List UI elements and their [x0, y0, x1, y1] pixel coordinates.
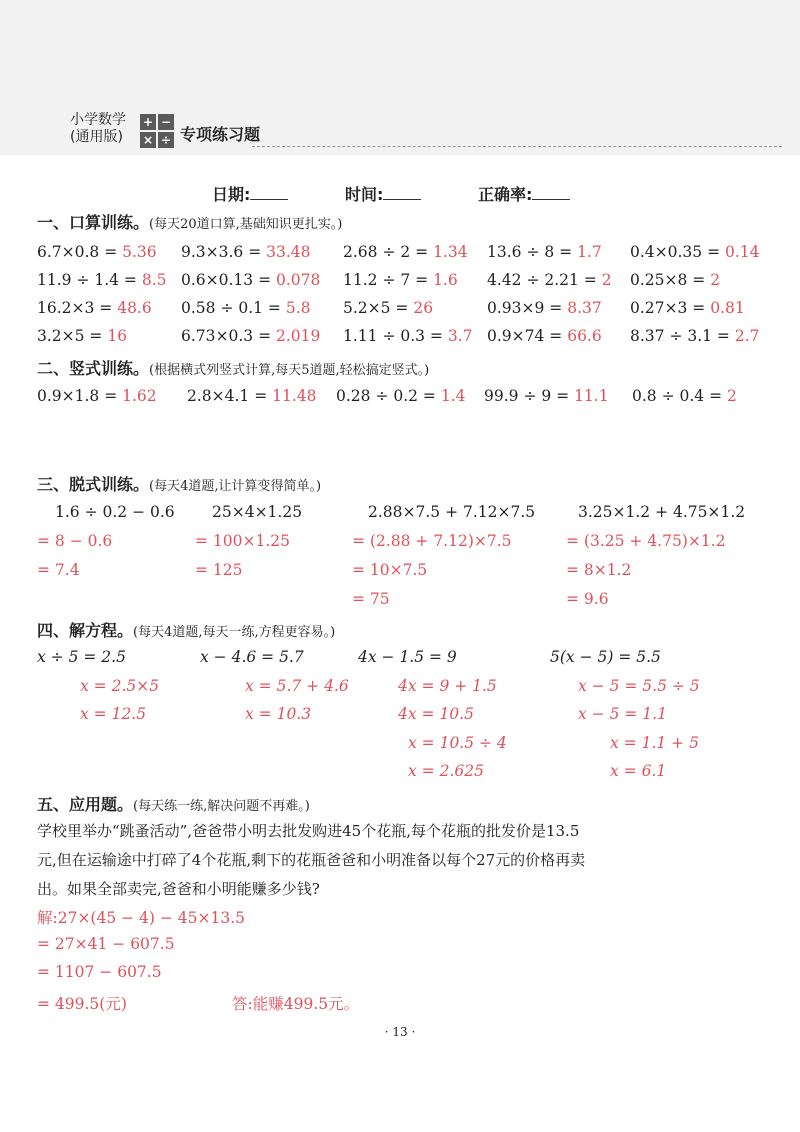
answer: 1.62	[122, 387, 157, 405]
problem-line: 元,但在运输途中打碎了4个花瓶,剩下的花瓶爸爸和小明准备以每个27元的价格再卖	[37, 851, 586, 869]
problem	[37, 243, 157, 261]
problem	[37, 327, 127, 345]
section-title: 二、竖式训练。	[37, 359, 150, 378]
equation-step-row	[0, 677, 800, 701]
answer: 1.4	[440, 387, 466, 405]
answer: 16	[107, 327, 128, 345]
solution-step: 解:27×(45 − 4) − 45×13.5	[37, 909, 246, 927]
step: x = 12.5	[80, 705, 147, 723]
plus-icon: +	[140, 114, 156, 130]
problem	[630, 243, 760, 261]
problem: 1.6 ÷ 0.2 − 0.6	[55, 503, 175, 521]
answer: 11.48	[272, 387, 317, 405]
question: 0.25×8 =	[630, 271, 711, 289]
problem	[484, 387, 609, 405]
problem	[630, 327, 760, 345]
problem: 25×4×1.25	[212, 503, 303, 521]
problem: x ÷ 5 = 2.5	[37, 648, 126, 666]
question: 0.28 ÷ 0.2 =	[336, 387, 441, 405]
step: = 125	[195, 561, 243, 579]
step: = 100×1.25	[195, 532, 290, 550]
answer: 0.14	[725, 243, 760, 261]
mental-row	[0, 271, 800, 295]
question: 5.2×5 =	[343, 299, 414, 317]
solution-step: = 27×41 − 607.5	[37, 935, 175, 953]
step: 4x = 10.5	[398, 705, 474, 723]
final-answer: 答:能赚499.5元。	[232, 995, 360, 1013]
problem	[343, 271, 458, 289]
answer: 2.019	[276, 327, 321, 345]
step: = (2.88 + 7.12)×7.5	[352, 532, 512, 550]
problem	[37, 299, 152, 317]
section-note: (每天练一练,解决问题不再难。)	[133, 799, 310, 814]
brand-line2: (通用版)	[70, 129, 123, 145]
time-label: 时间:	[345, 185, 384, 204]
mental-row	[0, 327, 800, 351]
question: 2.8×4.1 =	[187, 387, 273, 405]
problem	[487, 327, 602, 345]
question: 0.8 ÷ 0.4 =	[632, 387, 727, 405]
question: 0.6×0.13 =	[181, 271, 276, 289]
solution-step: = 499.5(元)	[37, 995, 127, 1013]
answer: 1.34	[433, 243, 468, 261]
step: x = 2.5×5	[80, 677, 160, 695]
mental-row	[0, 243, 800, 267]
answer: 1.7	[577, 243, 602, 261]
question: 6.7×0.8 =	[37, 243, 123, 261]
answer: 2	[601, 271, 612, 289]
question: 16.2×3 =	[37, 299, 118, 317]
step: 4x = 9 + 1.5	[398, 677, 497, 695]
answer: 33.48	[266, 243, 311, 261]
worksheet-title: 专项练习题	[180, 125, 261, 144]
answer: 8.5	[141, 271, 167, 289]
step: x = 10.3	[245, 705, 312, 723]
problem-line: 学校里举办“跳蚤活动”,爸爸带小明去批发购进45个花瓶,每个花瓶的批发价是13.5	[37, 822, 580, 840]
solution-row	[0, 963, 800, 987]
equation-step-row	[0, 705, 800, 729]
question: 4.42 ÷ 2.21 =	[487, 271, 602, 289]
section-stepwise-heading	[37, 472, 321, 495]
problem-line: 出。如果全部卖完,爸爸和小明能赚多少钱?	[37, 880, 320, 898]
problem	[632, 387, 737, 405]
answer: 2	[726, 387, 737, 405]
question: 3.2×5 =	[37, 327, 108, 345]
answer: 0.078	[276, 271, 321, 289]
step: = 8 − 0.6	[37, 532, 113, 550]
mental-row	[0, 299, 800, 323]
problem: 2.88×7.5 + 7.12×7.5	[368, 503, 536, 521]
step: = 9.6	[566, 590, 609, 608]
minus-icon: −	[158, 114, 174, 130]
stepwise-problems	[0, 503, 800, 527]
step: = 7.4	[37, 561, 80, 579]
answer: 11.1	[574, 387, 609, 405]
section-title: 一、口算训练。	[37, 213, 150, 232]
section-word-problem-heading	[37, 792, 310, 815]
step: x = 2.625	[408, 762, 484, 780]
word-problem-text	[0, 820, 800, 844]
solution-row	[0, 906, 800, 930]
question: 0.93×9 =	[487, 299, 568, 317]
stepwise-step-row	[0, 590, 800, 614]
equation-step-row	[0, 734, 800, 758]
section-mental-math-heading	[37, 210, 342, 233]
stepwise-step-row	[0, 532, 800, 556]
section-title: 四、解方程。	[37, 621, 134, 640]
question: 1.11 ÷ 0.3 =	[343, 327, 448, 345]
question: 2.68 ÷ 2 =	[343, 243, 434, 261]
section-vertical-heading	[37, 356, 429, 379]
step: x = 6.1	[610, 762, 667, 780]
accuracy-field	[478, 182, 570, 205]
problem	[37, 387, 157, 405]
series-brand	[70, 112, 126, 146]
problem	[343, 299, 433, 317]
problem	[343, 243, 468, 261]
step: x = 1.1 + 5	[610, 734, 699, 752]
problem: 4x − 1.5 = 9	[358, 648, 457, 666]
equation-step-row	[0, 762, 800, 786]
question: 0.9×1.8 =	[37, 387, 123, 405]
answer: 8.37	[567, 299, 602, 317]
problem	[336, 387, 466, 405]
date-blank[interactable]	[250, 184, 288, 200]
brand-line1: 小学数学	[70, 112, 126, 128]
question: 99.9 ÷ 9 =	[484, 387, 575, 405]
word-problem-text	[0, 849, 800, 873]
problem: 3.25×1.2 + 4.75×1.2	[578, 503, 746, 521]
date-label: 日期:	[212, 185, 251, 204]
question: 9.3×3.6 =	[181, 243, 267, 261]
question: 0.27×3 =	[630, 299, 711, 317]
problem	[343, 327, 473, 345]
operators-logo	[140, 114, 174, 148]
answer: 2.7	[734, 327, 760, 345]
solution-step: = 1107 − 607.5	[37, 963, 162, 981]
section-note: (根据横式列竖式计算,每天5道题,轻松搞定竖式。)	[149, 363, 430, 378]
vertical-row	[0, 387, 800, 411]
answer: 48.6	[117, 299, 152, 317]
problem	[181, 243, 311, 261]
question: 0.58 ÷ 0.1 =	[181, 299, 286, 317]
divide-icon: ÷	[158, 132, 174, 148]
accuracy-label: 正确率:	[478, 185, 533, 204]
equation-problems	[0, 648, 800, 672]
answer: 5.36	[122, 243, 157, 261]
step: = 10×7.5	[352, 561, 428, 579]
problem: 5(x − 5) = 5.5	[550, 648, 661, 666]
time-field	[345, 182, 421, 205]
question: 8.37 ÷ 3.1 =	[630, 327, 735, 345]
problem	[181, 271, 320, 289]
step: x = 5.7 + 4.6	[245, 677, 349, 695]
problem	[630, 271, 720, 289]
page-number: · 13 ·	[384, 1025, 416, 1039]
question: 0.9×74 =	[487, 327, 568, 345]
date-field	[212, 182, 288, 205]
stepwise-step-row	[0, 561, 800, 585]
answer: 3.7	[447, 327, 473, 345]
problem	[487, 299, 602, 317]
word-problem-text	[0, 878, 800, 902]
answer: 0.81	[710, 299, 745, 317]
section-title: 三、脱式训练。	[37, 475, 150, 494]
problem	[187, 387, 317, 405]
answer: 5.8	[285, 299, 311, 317]
step: x = 10.5 ÷ 4	[408, 734, 507, 752]
step: = (3.25 + 4.75)×1.2	[566, 532, 726, 550]
problem	[487, 243, 602, 261]
section-note: (每天4道题,让计算变得简单。)	[149, 479, 322, 494]
answer: 2	[710, 271, 721, 289]
header-divider	[252, 146, 782, 147]
solution-row	[0, 992, 800, 1016]
question: 6.73×0.3 =	[181, 327, 276, 345]
step: x − 5 = 1.1	[578, 705, 667, 723]
problem: x − 4.6 = 5.7	[200, 648, 304, 666]
accuracy-blank[interactable]	[532, 184, 570, 200]
solution-row	[0, 935, 800, 959]
section-note: (每天20道口算,基础知识更扎实。)	[149, 217, 343, 232]
section-equations-heading	[37, 618, 335, 641]
section-title: 五、应用题。	[37, 795, 134, 814]
answer: 1.6	[433, 271, 458, 289]
section-note: (每天4道题,每天一练,方程更容易。)	[133, 625, 336, 640]
question: 0.4×0.35 =	[630, 243, 725, 261]
problem	[630, 299, 745, 317]
problem	[181, 327, 320, 345]
step: x − 5 = 5.5 ÷ 5	[578, 677, 700, 695]
question: 11.9 ÷ 1.4 =	[37, 271, 142, 289]
answer: 66.6	[567, 327, 602, 345]
problem	[487, 271, 612, 289]
answer: 26	[413, 299, 434, 317]
step: = 8×1.2	[566, 561, 632, 579]
question: 11.2 ÷ 7 =	[343, 271, 434, 289]
step: = 75	[352, 590, 390, 608]
problem	[37, 271, 167, 289]
problem	[181, 299, 311, 317]
question: 13.6 ÷ 8 =	[487, 243, 578, 261]
time-blank[interactable]	[383, 184, 421, 200]
times-icon: ×	[140, 132, 156, 148]
